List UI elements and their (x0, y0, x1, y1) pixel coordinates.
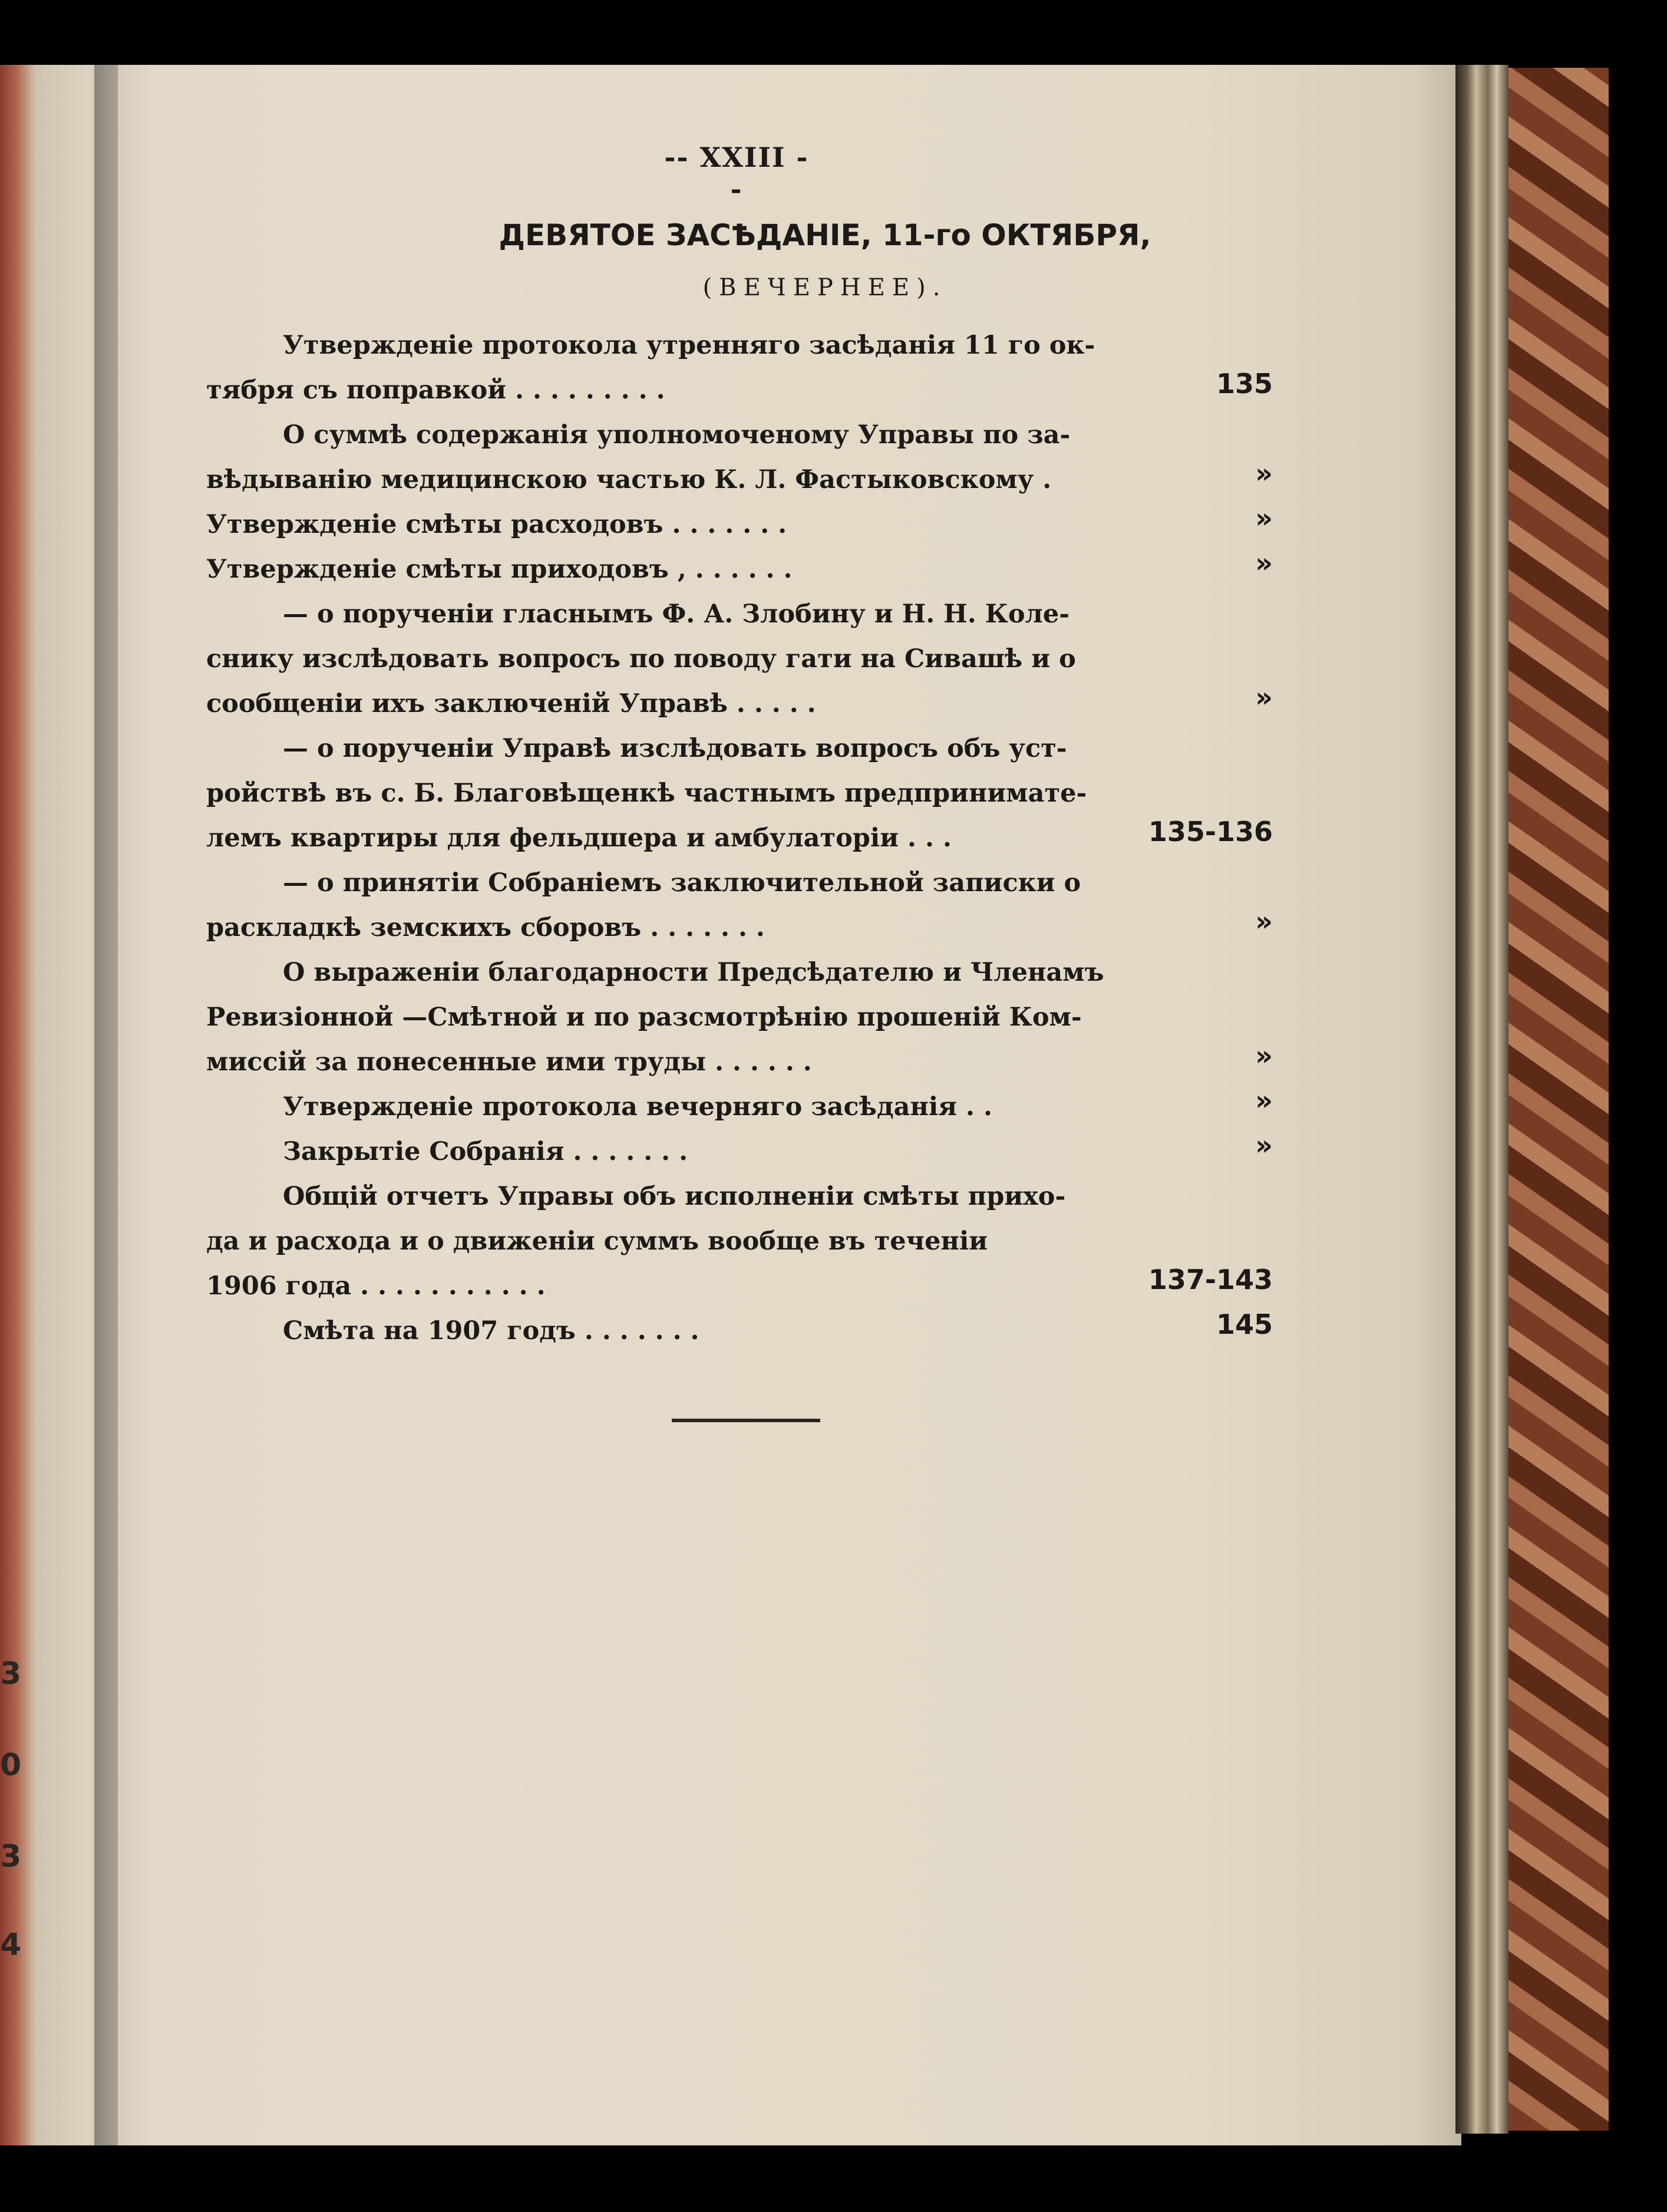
entry-page: » (1255, 1040, 1273, 1072)
entry-line: 1906 года . . . . . . . . . . . (206, 1271, 546, 1301)
toc-entry (206, 1129, 1267, 1174)
entry-line: Ревизіонной —Смѣтной и по разсмотрѣнію прошеній Ком- (206, 1003, 1082, 1032)
toc-entry (206, 1308, 1267, 1353)
entry-line: — о принятіи Собраніемъ заключительной записки о (283, 868, 1081, 898)
entry-line: снику изслѣдовать вопросъ по поводу гати на Сивашѣ и о (206, 644, 1076, 674)
toc-entry (206, 547, 1267, 592)
entry-line: Утвержденіе смѣты расходовъ . . . . . . . (206, 510, 787, 539)
entry-line: Общій отчетъ Управы объ исполненіи смѣты прихо- (283, 1182, 1066, 1211)
entry-line: да и расхода и о движеніи суммъ вообще въ теченіи (206, 1227, 988, 1256)
entry-line: тября съ поправкой . . . . . . . . . (206, 375, 665, 405)
toc-entry (206, 323, 1267, 413)
margin-number: 0 (0, 1748, 22, 1783)
entry-page: » (1255, 1084, 1273, 1116)
entry-page: » (1255, 457, 1273, 489)
margin-number: 3 (0, 1839, 22, 1874)
entry-line: — о порученіи гласнымъ Ф. А. Злобину и Н. Н. Коле- (283, 599, 1070, 629)
entry-line: О суммѣ содержанія уполномоченому Управы по за- (283, 420, 1071, 450)
entry-page: » (1255, 547, 1273, 579)
toc-entry (206, 502, 1267, 547)
toc-entry (206, 1174, 1267, 1308)
entry-line: сообщеніи ихъ заключеній Управѣ . . . . . (206, 689, 816, 718)
horizontal-rule (672, 1419, 820, 1422)
entry-page: 135 (1216, 368, 1273, 400)
section-subheading: (ВЕЧЕРНЕЕ). (702, 274, 948, 301)
toc-entry (206, 950, 1267, 1084)
toc-entry (206, 413, 1267, 502)
entry-line: вѣдыванію медицинскою частью К. Л. Фастыковскому . (206, 465, 1052, 495)
margin-number: 4 (0, 1927, 22, 1963)
entry-line: миссій за понесенные ими труды . . . . . . (206, 1047, 812, 1077)
entry-line: Утвержденіе протокола вечерняго засѣданія . . (283, 1092, 992, 1122)
entry-page: » (1255, 681, 1273, 713)
entry-line: Утвержденіе смѣты приходовъ , . . . . . . (206, 555, 793, 584)
entry-line: лемъ квартиры для фельдшера и амбулаторіи . . . (206, 823, 952, 853)
margin-number: 3 (0, 1656, 22, 1692)
entry-line: О выраженіи благодарности Предсѣдателю и Членамъ (283, 958, 1104, 987)
page-edges (1455, 65, 1508, 2134)
entry-line: раскладкѣ земскихъ сборовъ . . . . . . . (206, 913, 765, 942)
entry-line: — о порученіи Управѣ изслѣдовать вопросъ объ уст- (283, 734, 1067, 763)
toc-entry (206, 592, 1267, 726)
entry-line: Утвержденіе протокола утренняго засѣданія 11 го ок- (283, 331, 1095, 360)
entry-line: Закрытіе Собранія . . . . . . . (283, 1137, 688, 1166)
entry-page: » (1255, 1129, 1273, 1161)
entry-line: ройствѣ въ с. Б. Благовѣщенкѣ частнымъ предпринимате- (206, 779, 1087, 808)
entry-page: 145 (1216, 1308, 1273, 1340)
section-heading: ДЕВЯТОЕ ЗАСѢДАНІЕ, 11-го ОКТЯБРЯ, (499, 218, 1151, 252)
toc-entry (206, 861, 1267, 950)
toc-entry (206, 726, 1267, 861)
entry-page: 137-143 (1148, 1264, 1273, 1295)
toc-entry (206, 1084, 1267, 1129)
entry-page: 135-136 (1148, 816, 1273, 848)
page-number: -- XXIII -- (664, 141, 809, 205)
entry-page: » (1255, 905, 1273, 937)
entry-page: » (1255, 502, 1273, 534)
book-cover (1508, 68, 1609, 2131)
entry-line: Смѣта на 1907 годъ . . . . . . . (283, 1316, 699, 1346)
